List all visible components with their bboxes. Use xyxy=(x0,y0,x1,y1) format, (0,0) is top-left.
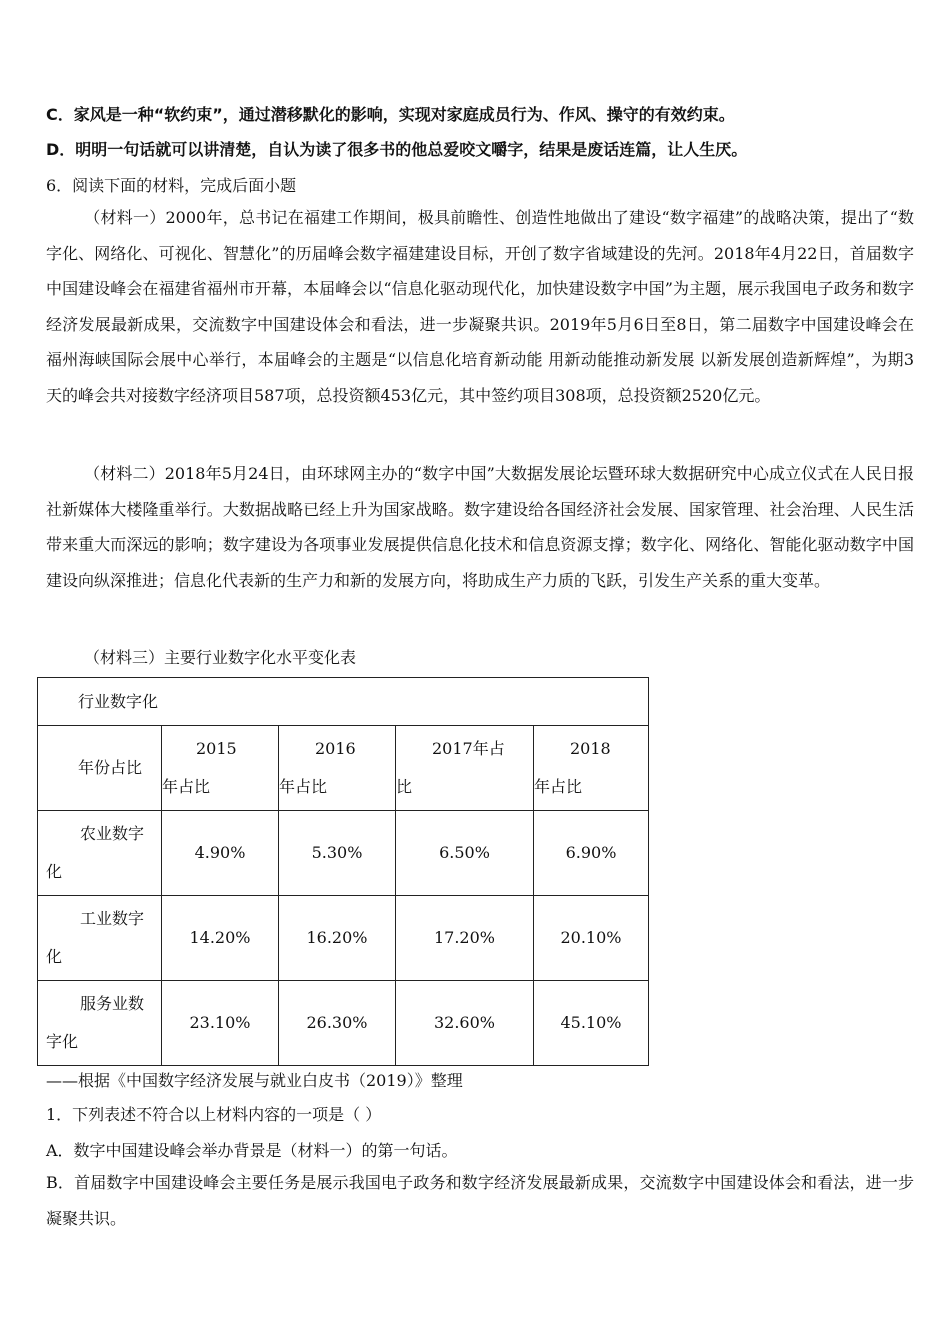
option-a: A．数字中国建设峰会举办背景是（材料一）的第一句话。 xyxy=(46,1141,458,1160)
table-header-left: 年份占比 xyxy=(38,726,162,811)
table-cell: 16.20% xyxy=(279,896,396,981)
row-label-services: 服务业数字化 xyxy=(38,981,162,1066)
table-row xyxy=(38,981,649,1066)
year-2018: 2018年占比 xyxy=(534,726,649,811)
option-d: D．明明一句话就可以讲清楚，自认为读了很多书的他总爱咬文嚼字，结果是废话连篇，让人生厌。 xyxy=(46,140,748,159)
option-c: C．家风是一种“软约束”，通过潜移默化的影响，实现对家庭成员行为、作风、操守的有效约束。 xyxy=(46,105,735,124)
table-header-top: 行业数字化 xyxy=(38,678,649,726)
material-1-text: （材料一）2000年，总书记在福建工作期间，极具前瞻性、创造性地做出了建设“数字福建”的战略决策，提出了“数字化、网络化、可视化、智慧化”的历届峰会数字福建建设目标，开创了数字省域建设的先河。2018年4月22日，首届数字中国建设峰会在福建省福州市开幕，本届峰会以“信息化驱动现代化，加快建设数字中国”为主题，展示我国电子政务和数字经济发展最新成果，交流数字中国建设体会和看法，进一步凝聚共识。2019年5月6日至8日，第二届数字中国建设峰会在福州海峡国际会展中心举行，本届峰会的主题是“以信息化培育新动能 用新动能推动新发展 以新发展创造新辉煌”，为期3天的峰会共对接数字经济项目587项，总投资额453亿元，其中签约项目308项，总投资额2520亿元。 xyxy=(46,208,914,405)
sub-question-1: 1．下列表述不符合以上材料内容的一项是（ ） xyxy=(46,1105,382,1124)
digitalization-table xyxy=(37,677,649,1066)
table-cell: 5.30% xyxy=(279,811,396,896)
table-row xyxy=(38,896,649,981)
table-cell: 14.20% xyxy=(162,896,279,981)
year-2017: 2017年占比 xyxy=(396,726,534,811)
table-cell: 45.10% xyxy=(534,981,649,1066)
table-header-top-row xyxy=(38,678,649,726)
table-cell: 6.50% xyxy=(396,811,534,896)
table-cell: 23.10% xyxy=(162,981,279,1066)
table-source: ——根据《中国数字经济发展与就业白皮书（2019）》整理 xyxy=(46,1071,463,1090)
row-label-agriculture: 农业数字化 xyxy=(38,811,162,896)
question-title: 6．阅读下面的材料，完成后面小题 xyxy=(46,176,297,195)
material-1 xyxy=(46,200,914,413)
table-cell: 32.60% xyxy=(396,981,534,1066)
material-2-text: （材料二）2018年5月24日，由环球网主办的“数字中国”大数据发展论坛暨环球大数据研究中心成立仪式在人民日报社新媒体大楼隆重举行。大数据战略已经上升为国家战略。数字建设给各国经济社会发展、国家管理、社会治理、人民生活带来重大而深远的影响；数字建设为各项事业发展提供信息化技术和信息资源支撑；数字化、网络化、智能化驱动数字中国建设向纵深推进；信息化代表新的生产力和新的发展方向，将助成生产力质的飞跃，引发生产关系的重大变革。 xyxy=(46,464,914,590)
material-2 xyxy=(46,456,914,598)
table-year-row xyxy=(38,726,649,811)
table-cell: 20.10% xyxy=(534,896,649,981)
table-row xyxy=(38,811,649,896)
table-cell: 26.30% xyxy=(279,981,396,1066)
material-3-title: （材料三）主要行业数字化水平变化表 xyxy=(84,648,357,667)
year-2016: 2016年占比 xyxy=(279,726,396,811)
row-label-industry: 工业数字化 xyxy=(38,896,162,981)
option-b: B．首届数字中国建设峰会主要任务是展示我国电子政务和数字经济发展最新成果，交流数字中国建设体会和看法，进一步凝聚共识。 xyxy=(46,1173,914,1228)
table-cell: 4.90% xyxy=(162,811,279,896)
table-cell: 6.90% xyxy=(534,811,649,896)
table-cell: 17.20% xyxy=(396,896,534,981)
year-2015: 2015年占比 xyxy=(162,726,279,811)
